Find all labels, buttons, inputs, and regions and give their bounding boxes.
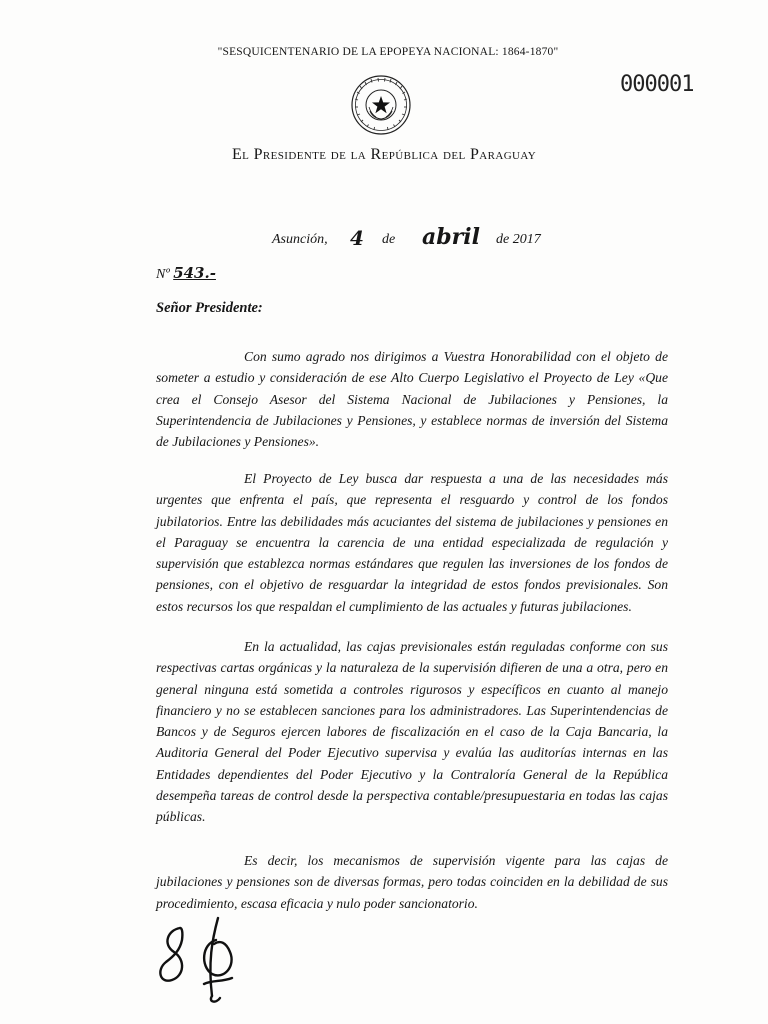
- folio-stamp: 000001: [620, 72, 694, 97]
- date-month-handwritten: abril: [422, 224, 480, 250]
- body-paragraph: Con sumo agrado nos dirigimos a Vuestra Honorabilidad con el objeto de someter a estudio y consideración de ese Alto Cuerpo Legislativo el Proyecto de Ley «Que crea el Consejo Asesor del Sistema Nacional de Jubilaciones y Pensiones, la Superintendencia de Jubilaciones y Pensiones, y establece normas de inversión del Sistema de Jubilaciones y Pensiones».: [156, 349, 668, 450]
- salutation: Señor Presidente:: [156, 300, 263, 316]
- reference-number: [156, 264, 216, 283]
- date-day-handwritten: 4: [350, 226, 364, 250]
- issuing-authority: El Presidente de la República del Paraguay: [231, 146, 537, 163]
- reference-label: Nº: [156, 267, 170, 282]
- date-year: de 2017: [496, 232, 541, 247]
- date-city: Asunción,: [272, 232, 328, 247]
- body-paragraph: Es decir, los mecanismos de supervisión vigente para las cajas de jubilaciones y pensiones son de diversas formas, pero todas coinciden en la debilidad de sus procedimiento, escasa eficacia y nulo poder sancionatorio.: [156, 853, 668, 911]
- handwritten-initials-icon: [150, 910, 250, 1010]
- date-connector: de: [382, 232, 396, 247]
- header-motto: "SESQUICENTENARIO DE LA EPOPEYA NACIONAL: 1864-1870": [217, 46, 559, 58]
- reference-value-handwritten: 543.-: [173, 264, 216, 282]
- dateline: [272, 224, 572, 258]
- body-paragraph: En la actualidad, las cajas previsionales están reguladas conforme con sus respectivas cartas orgánicas y la naturaleza de la supervisión difieren de una a otra, pero en general ninguna está sometida a controles rigurosos y específicos en cuanto al manejo financiero y no se establecen sanciones para los administradores. Las Superintendencias de Bancos y de Seguros ejercen labores de fiscalización en el caso de la Caja Bancaria, la Auditoria General del Poder Ejecutivo supervisa y evalúa las auditorías internas en las Entidades dependientes del Poder Ejecutivo y la Contraloría General de la República desempeña tareas de control desde la perspectiva contable/presupuestaria en todas las cajas públicas.: [156, 639, 668, 825]
- body-paragraph: El Proyecto de Ley busca dar respuesta a una de las necesidades más urgentes que enfrenta el país, que representa el resguardo y control de los fondos jubilatorios. Entre las debilidades más acuciantes del sistema de jubilaciones y pensiones en el Paraguay se encuentra la carencia de una entidad especializada de regulación y supervisión que establezca normas estándares que regulen las inversiones de los fondos de pensiones, con el objetivo de resguardar la integridad de estos fondos previsionales. Son estos recursos los que respaldan el cumplimiento de las actuales y futuras jubilaciones.: [156, 471, 668, 614]
- coat-of-arms-seal-icon: [338, 74, 424, 138]
